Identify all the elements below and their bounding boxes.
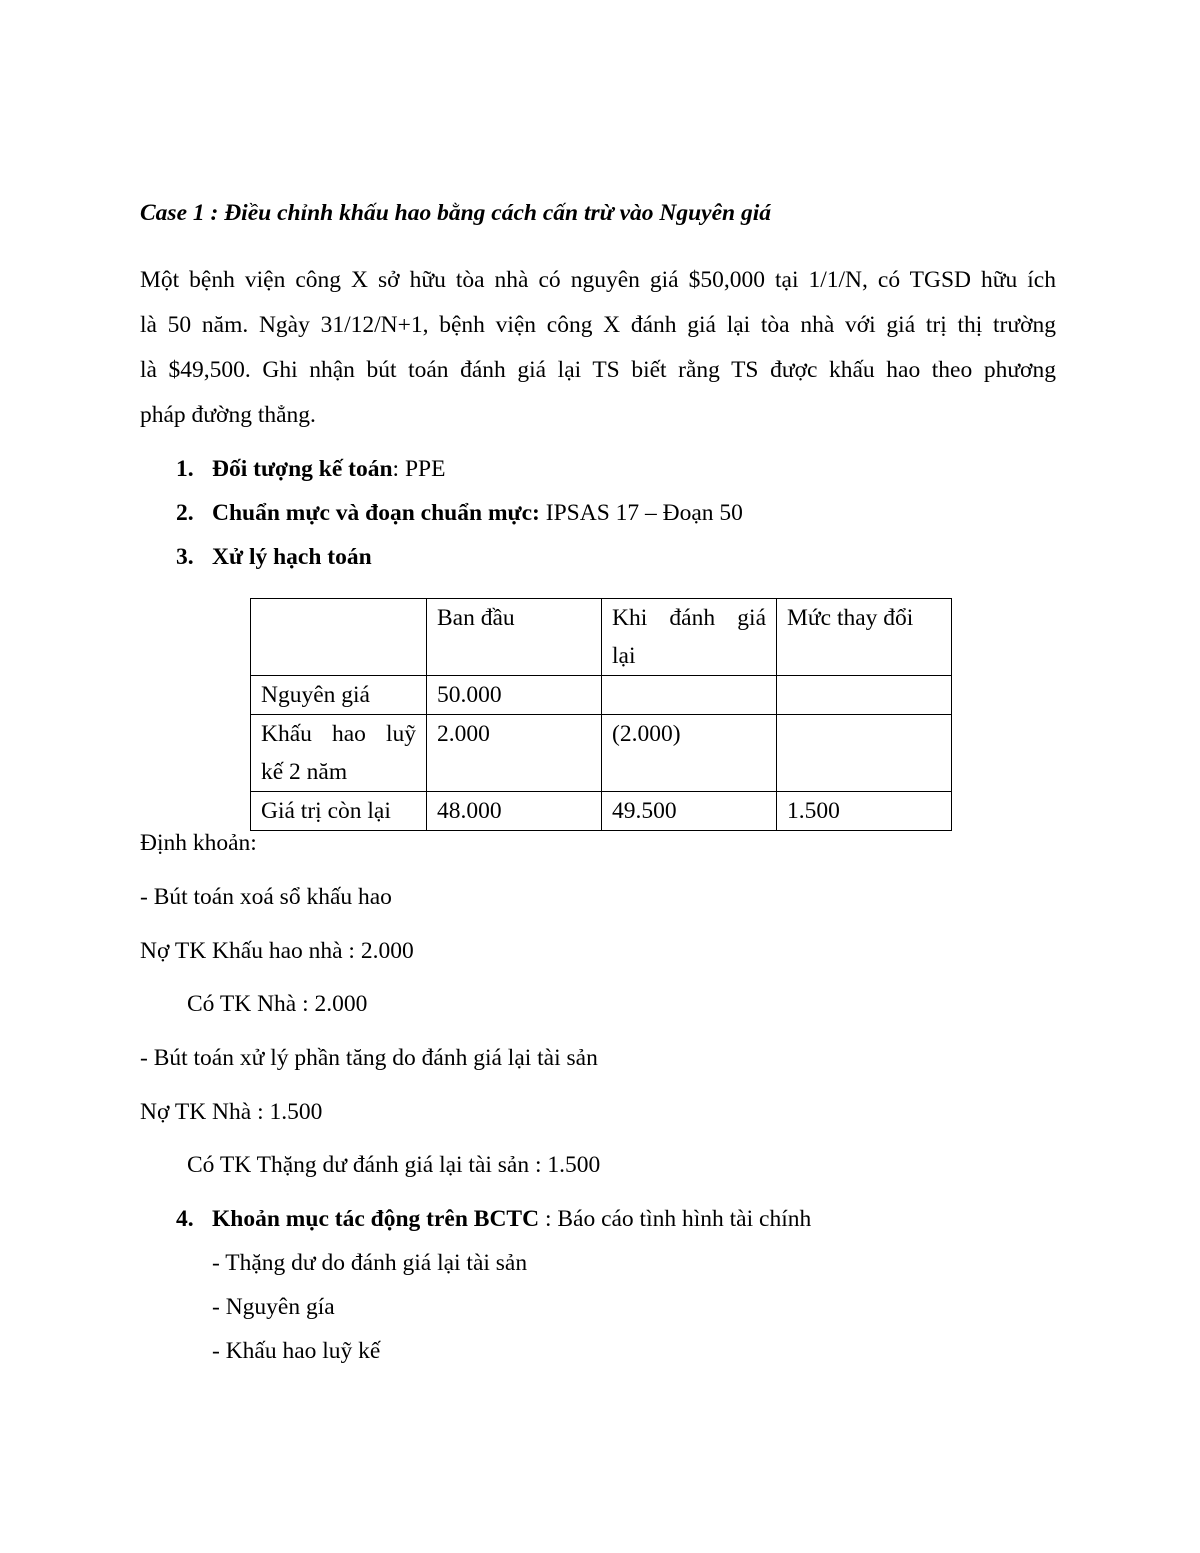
intro-line: pháp đường thẳng. <box>140 402 316 428</box>
list-item-label: Chuẩn mực và đoạn chuẩn mực: <box>212 500 540 526</box>
table-cell <box>777 715 952 792</box>
table-cell <box>777 676 952 715</box>
list-item-value: IPSAS 17 – Đoạn 50 <box>545 500 743 526</box>
table-cell: 50.000 <box>427 676 602 715</box>
table-header-cell: Ban đầu <box>427 599 602 676</box>
table-cell: 2.000 <box>427 715 602 792</box>
row-label-line: kế 2 năm <box>261 759 348 785</box>
row-label: Nguyên giá <box>251 676 427 715</box>
header-line: Khi đánh giá <box>612 605 766 631</box>
list-item-value: Báo cáo tình hình tài chính <box>557 1206 812 1232</box>
table-cell: 48.000 <box>427 792 602 831</box>
list-item-label: Khoản mục tác động trên BCTC <box>212 1206 540 1232</box>
table-header-row <box>251 599 952 676</box>
intro-line: là 50 năm. Ngày 31/12/N+1, bệnh viện công X đánh giá lại tòa nhà với giá trị thị trường <box>140 312 1056 338</box>
list-item-1 <box>176 456 445 483</box>
list-item-sep: : <box>539 1206 558 1232</box>
list-number: 1. <box>176 456 194 482</box>
intro-paragraph <box>140 258 1056 438</box>
entry-line: - Bút toán xoá sổ khấu hao <box>140 884 392 910</box>
list-item-label: Đối tượng kế toán <box>212 456 393 482</box>
list-item-sep: : <box>392 456 405 482</box>
case-title: Case 1 : Điều chỉnh khấu hao bằng cách cấn trừ vào Nguyên giá <box>140 200 772 226</box>
row-label <box>251 715 427 792</box>
entries-heading: Định khoản: <box>140 830 257 856</box>
table-cell <box>602 676 777 715</box>
table-row <box>251 715 952 792</box>
table-row <box>251 792 952 831</box>
entry-line: - Bút toán xử lý phần tăng do đánh giá lại tài sản <box>140 1045 598 1071</box>
list-number: 3. <box>176 544 194 570</box>
list-item-label: Xử lý hạch toán <box>212 544 372 570</box>
entry-line: Nợ TK Nhà : 1.500 <box>140 1099 323 1125</box>
intro-line: Một bệnh viện công X sở hữu tòa nhà có nguyên giá $50,000 tại 1/1/N, có TGSD hữu ích <box>140 267 1056 293</box>
entry-line: Có TK Thặng dư đánh giá lại tài sản : 1.500 <box>187 1152 601 1178</box>
table-cell: 49.500 <box>602 792 777 831</box>
row-label-line: Khấu hao luỹ <box>261 721 416 747</box>
row-label: Giá trị còn lại <box>251 792 427 831</box>
table-cell: 1.500 <box>777 792 952 831</box>
list-item-2 <box>176 500 743 527</box>
header-line: lại <box>612 643 636 669</box>
impact-item: - Nguyên gía <box>212 1294 335 1320</box>
accounting-table <box>250 598 952 831</box>
list-number: 4. <box>176 1206 194 1232</box>
impact-item: - Thặng dư do đánh giá lại tài sản <box>212 1250 528 1276</box>
list-item-value: PPE <box>404 456 446 482</box>
table-header-cell <box>251 599 427 676</box>
impact-item: - Khấu hao luỹ kế <box>212 1338 381 1364</box>
table-header-cell <box>602 599 777 676</box>
table-row <box>251 676 952 715</box>
intro-line: là $49,500. Ghi nhận bút toán đánh giá lại TS biết rằng TS được khấu hao theo phương <box>140 357 1056 383</box>
list-number: 2. <box>176 500 194 526</box>
table-cell: (2.000) <box>602 715 777 792</box>
list-item-3 <box>176 544 372 571</box>
list-item-4 <box>176 1206 811 1233</box>
table-header-cell: Mức thay đổi <box>777 599 952 676</box>
entry-line: Nợ TK Khấu hao nhà : 2.000 <box>140 938 414 964</box>
entry-line: Có TK Nhà : 2.000 <box>187 991 368 1017</box>
